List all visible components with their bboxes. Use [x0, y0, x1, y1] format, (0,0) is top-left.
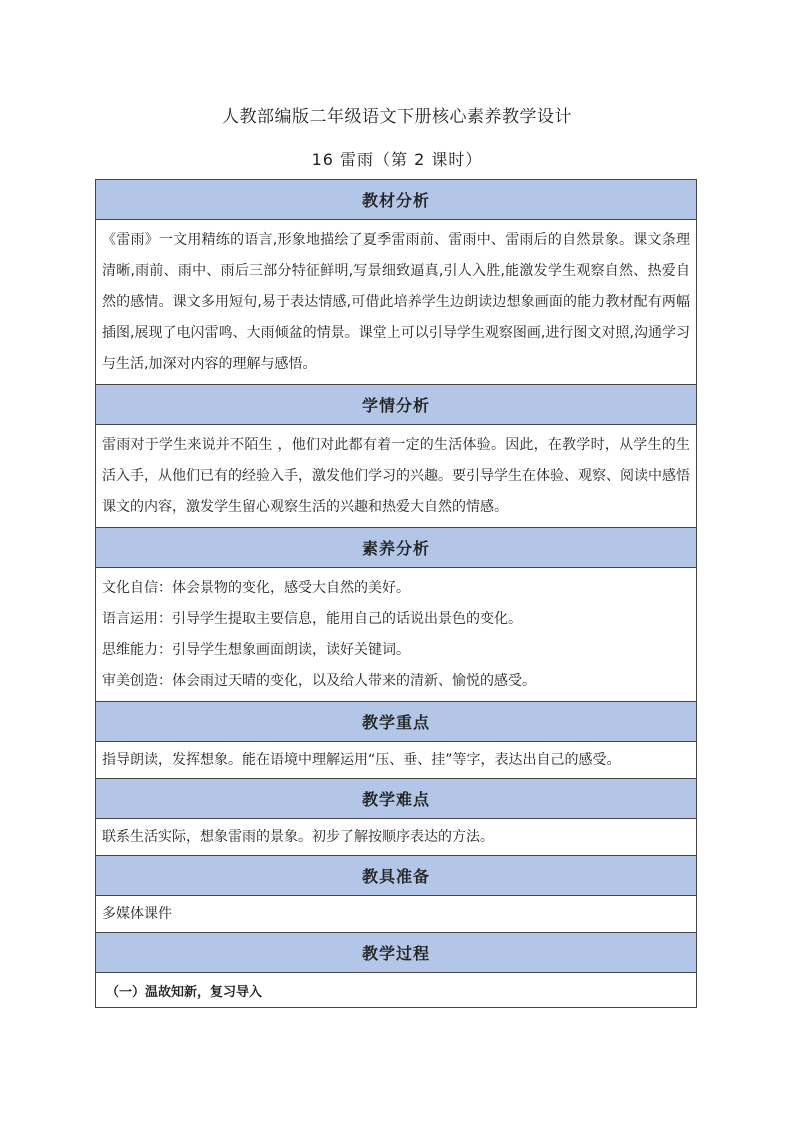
difficulties-text: 联系生活实际，想象雷雨的景象。初步了解按顺序表达的方法。 — [96, 819, 697, 856]
key-points-heading: 教学重点 — [96, 702, 697, 742]
difficulties-heading: 教学难点 — [96, 779, 697, 819]
literacy-item-language: 语言运用：引导学生提取主要信息，能用自己的话说出景色的变化。 — [102, 611, 522, 627]
lesson-title: 16 雷雨（第 2 课时） — [311, 150, 483, 169]
literacy-analysis-cell — [96, 568, 697, 702]
textbook-analysis-text: 《雷雨》一文用精练的语言,形象地描绘了夏季雷雨前、雷雨中、雷雨后的自然景象。课文条理清晰,雨前、雨中、雨后三部分特征鲜明,写景细致逼真,引人入胜,能激发学生观察自然、热爱自然的感情。课文多用短句,易于表达情感,可借此培养学生边朗读边想象画面的能力教材配有两幅插图,展现了电闪雷鸣、大雨倾盆的情景。课堂上可以引导学生观察图画,进行图文对照,沟通学习与生活,加深对内容的理解与感悟。 — [102, 232, 690, 372]
learner-analysis-text: 雷雨对于学生来说并不陌生 ，他们对此都有着一定的生活体验。因此，在教学时，从学生的生活入手，从他们已有的经验入手，激发他们学习的兴趣。要引导学生在体验、观察、阅读中感悟课文的内容，激发学生留心观察生活的兴趣和热爱大自然的情感。 — [102, 437, 690, 515]
literacy-item-aesthetics: 审美创造：体会雨过天晴的变化，以及给人带来的清新、愉悦的感受。 — [102, 673, 536, 689]
literacy-item-thinking: 思维能力：引导学生想象画面朗读，读好关键词。 — [102, 642, 410, 658]
process-heading: 教学过程 — [96, 933, 697, 973]
textbook-analysis-heading: 教材分析 — [96, 180, 697, 220]
learner-analysis-heading: 学情分析 — [96, 385, 697, 425]
materials-heading: 教具准备 — [96, 856, 697, 896]
key-points-text: 指导朗读，发挥想象。能在语境中理解运用“压、垂、挂”等字，表达出自己的感受。 — [96, 742, 697, 779]
literacy-analysis-heading: 素养分析 — [96, 528, 697, 568]
materials-text: 多媒体课件 — [96, 896, 697, 933]
learner-analysis-cell — [96, 425, 697, 528]
lesson-plan-table — [95, 179, 697, 1008]
textbook-analysis-cell — [96, 220, 697, 385]
document-title: 人教部编版二年级语文下册核心素养教学设计 — [222, 107, 572, 127]
literacy-item-culture: 文化自信：体会景物的变化，感受大自然的美好。 — [102, 580, 410, 596]
process-step-1: （一）温故知新，复习导入 — [96, 973, 697, 1008]
